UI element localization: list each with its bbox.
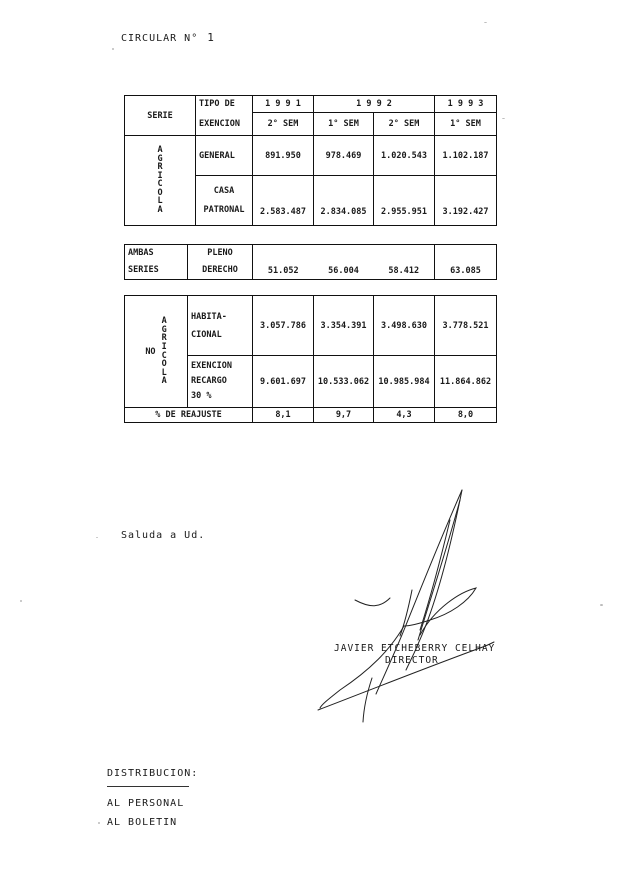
distribution-heading: DISTRIBUCION: (107, 768, 199, 779)
vertical-letter: L (161, 367, 167, 378)
label-line: AMBAS (128, 248, 154, 258)
table-cell: 2.955.951 (374, 176, 435, 226)
vertical-letter: I (157, 170, 163, 181)
scan-speck (98, 822, 100, 824)
row-label-line: PATRONAL (203, 204, 245, 215)
vertical-letter: O (161, 359, 167, 370)
row-label-habitacional (188, 296, 253, 356)
vertical-letter: I (161, 341, 167, 352)
no-prefix: NO (145, 346, 156, 357)
table-cell: 56.004 (314, 245, 374, 280)
row-label-exencion-recargo (188, 356, 253, 408)
table-cell: 2.583.487 (253, 176, 314, 226)
vertical-letter: A (157, 205, 163, 216)
signatory-name: JAVIER ETCHEBERRY CELHAY (334, 643, 496, 654)
row-label-casa-patronal (196, 176, 253, 226)
table-cell: 8,1 (253, 408, 314, 423)
header-semester: 1° SEM (314, 113, 374, 136)
header-year-1992: 1 9 9 2 (314, 96, 435, 113)
table-cell: 1.020.543 (374, 136, 435, 176)
table-cell: 9,7 (314, 408, 374, 423)
table-cell: 978.469 (314, 136, 374, 176)
group-agricola-vertical (125, 136, 196, 226)
table-cell: 51.052 (253, 245, 314, 280)
label-line: DERECHO (202, 265, 238, 275)
vertical-letter: A (157, 144, 163, 155)
reajuste-label: % DE REAJUSTE (125, 408, 253, 423)
label-line: HABITA- (191, 311, 227, 322)
table-ambas-series (124, 244, 497, 280)
scan-speck (502, 118, 505, 119)
label-line: 30 % (191, 391, 212, 401)
table-agricola-exemptions (124, 95, 497, 226)
label-line: SERIES (128, 265, 159, 275)
table-cell: 3.057.786 (253, 296, 314, 356)
vertical-letter: G (157, 153, 163, 164)
vertical-letter: C (157, 179, 163, 190)
table-cell: 2.834.085 (314, 176, 374, 226)
circular-title: CIRCULAR N° 1 (121, 31, 215, 44)
header-year-1993: 1 9 9 3 (435, 96, 497, 113)
handwritten-signature (300, 480, 510, 730)
greeting: Saluda a Ud. (121, 530, 206, 541)
vertical-label (162, 317, 167, 386)
table-cell: 10.533.062 (314, 356, 374, 408)
table-cell: 10.985.984 (374, 356, 435, 408)
scan-speck (484, 22, 487, 23)
table-cell: 8,0 (435, 408, 497, 423)
vertical-letter: L (157, 196, 163, 207)
vertical-letter: A (161, 316, 167, 327)
table-cell: 3.192.427 (435, 176, 497, 226)
signatory-title: DIRECTOR (385, 655, 439, 666)
header-serie: SERIE (125, 96, 196, 136)
label-line: CIONAL (191, 329, 222, 340)
header-tipo-line1: TIPO DE (196, 96, 253, 113)
distribution-item: AL PERSONAL (107, 798, 185, 809)
scan-speck (112, 48, 114, 50)
circular-number: 1 (207, 31, 215, 44)
header-year-1991: 1 9 9 1 (253, 96, 314, 113)
vertical-letter: R (157, 162, 163, 173)
label-line: RECARGO (191, 376, 227, 386)
header-semester: 2° SEM (253, 113, 314, 136)
table-cell: 1.102.187 (435, 136, 497, 176)
table-cell: 3.498.630 (374, 296, 435, 356)
group-no-agricola (125, 296, 188, 408)
table-no-agricola (124, 295, 497, 423)
distribution-underline (107, 786, 189, 787)
table-cell: 58.412 (374, 245, 435, 280)
table-cell: 63.085 (435, 245, 497, 280)
vertical-letter: C (161, 350, 167, 361)
vertical-letter: O (157, 187, 163, 198)
label-line: PLENO (207, 248, 233, 258)
vertical-letter: A (161, 376, 167, 387)
header-tipo-line2: EXENCION (196, 113, 253, 136)
scan-speck (20, 600, 22, 602)
vertical-letter: G (161, 324, 167, 335)
row-label-line: CASA (213, 185, 235, 196)
table-cell: 891.950 (253, 136, 314, 176)
table-cell: 3.354.391 (314, 296, 374, 356)
ambas-series-label (125, 245, 188, 280)
header-semester: 2° SEM (374, 113, 435, 136)
table-cell: 11.864.862 (435, 356, 497, 408)
row-label-general: GENERAL (196, 136, 253, 176)
scan-speck (600, 604, 603, 606)
vertical-label (157, 146, 162, 215)
table-cell: 9.601.697 (253, 356, 314, 408)
distribution-item: AL BOLETIN (107, 817, 178, 828)
header-semester: 1° SEM (435, 113, 497, 136)
vertical-letter: R (161, 333, 167, 344)
scan-speck (96, 537, 98, 538)
pleno-derecho-label (188, 245, 253, 280)
label-line: EXENCION (191, 361, 232, 371)
table-cell: 3.778.521 (435, 296, 497, 356)
table-cell: 4,3 (374, 408, 435, 423)
